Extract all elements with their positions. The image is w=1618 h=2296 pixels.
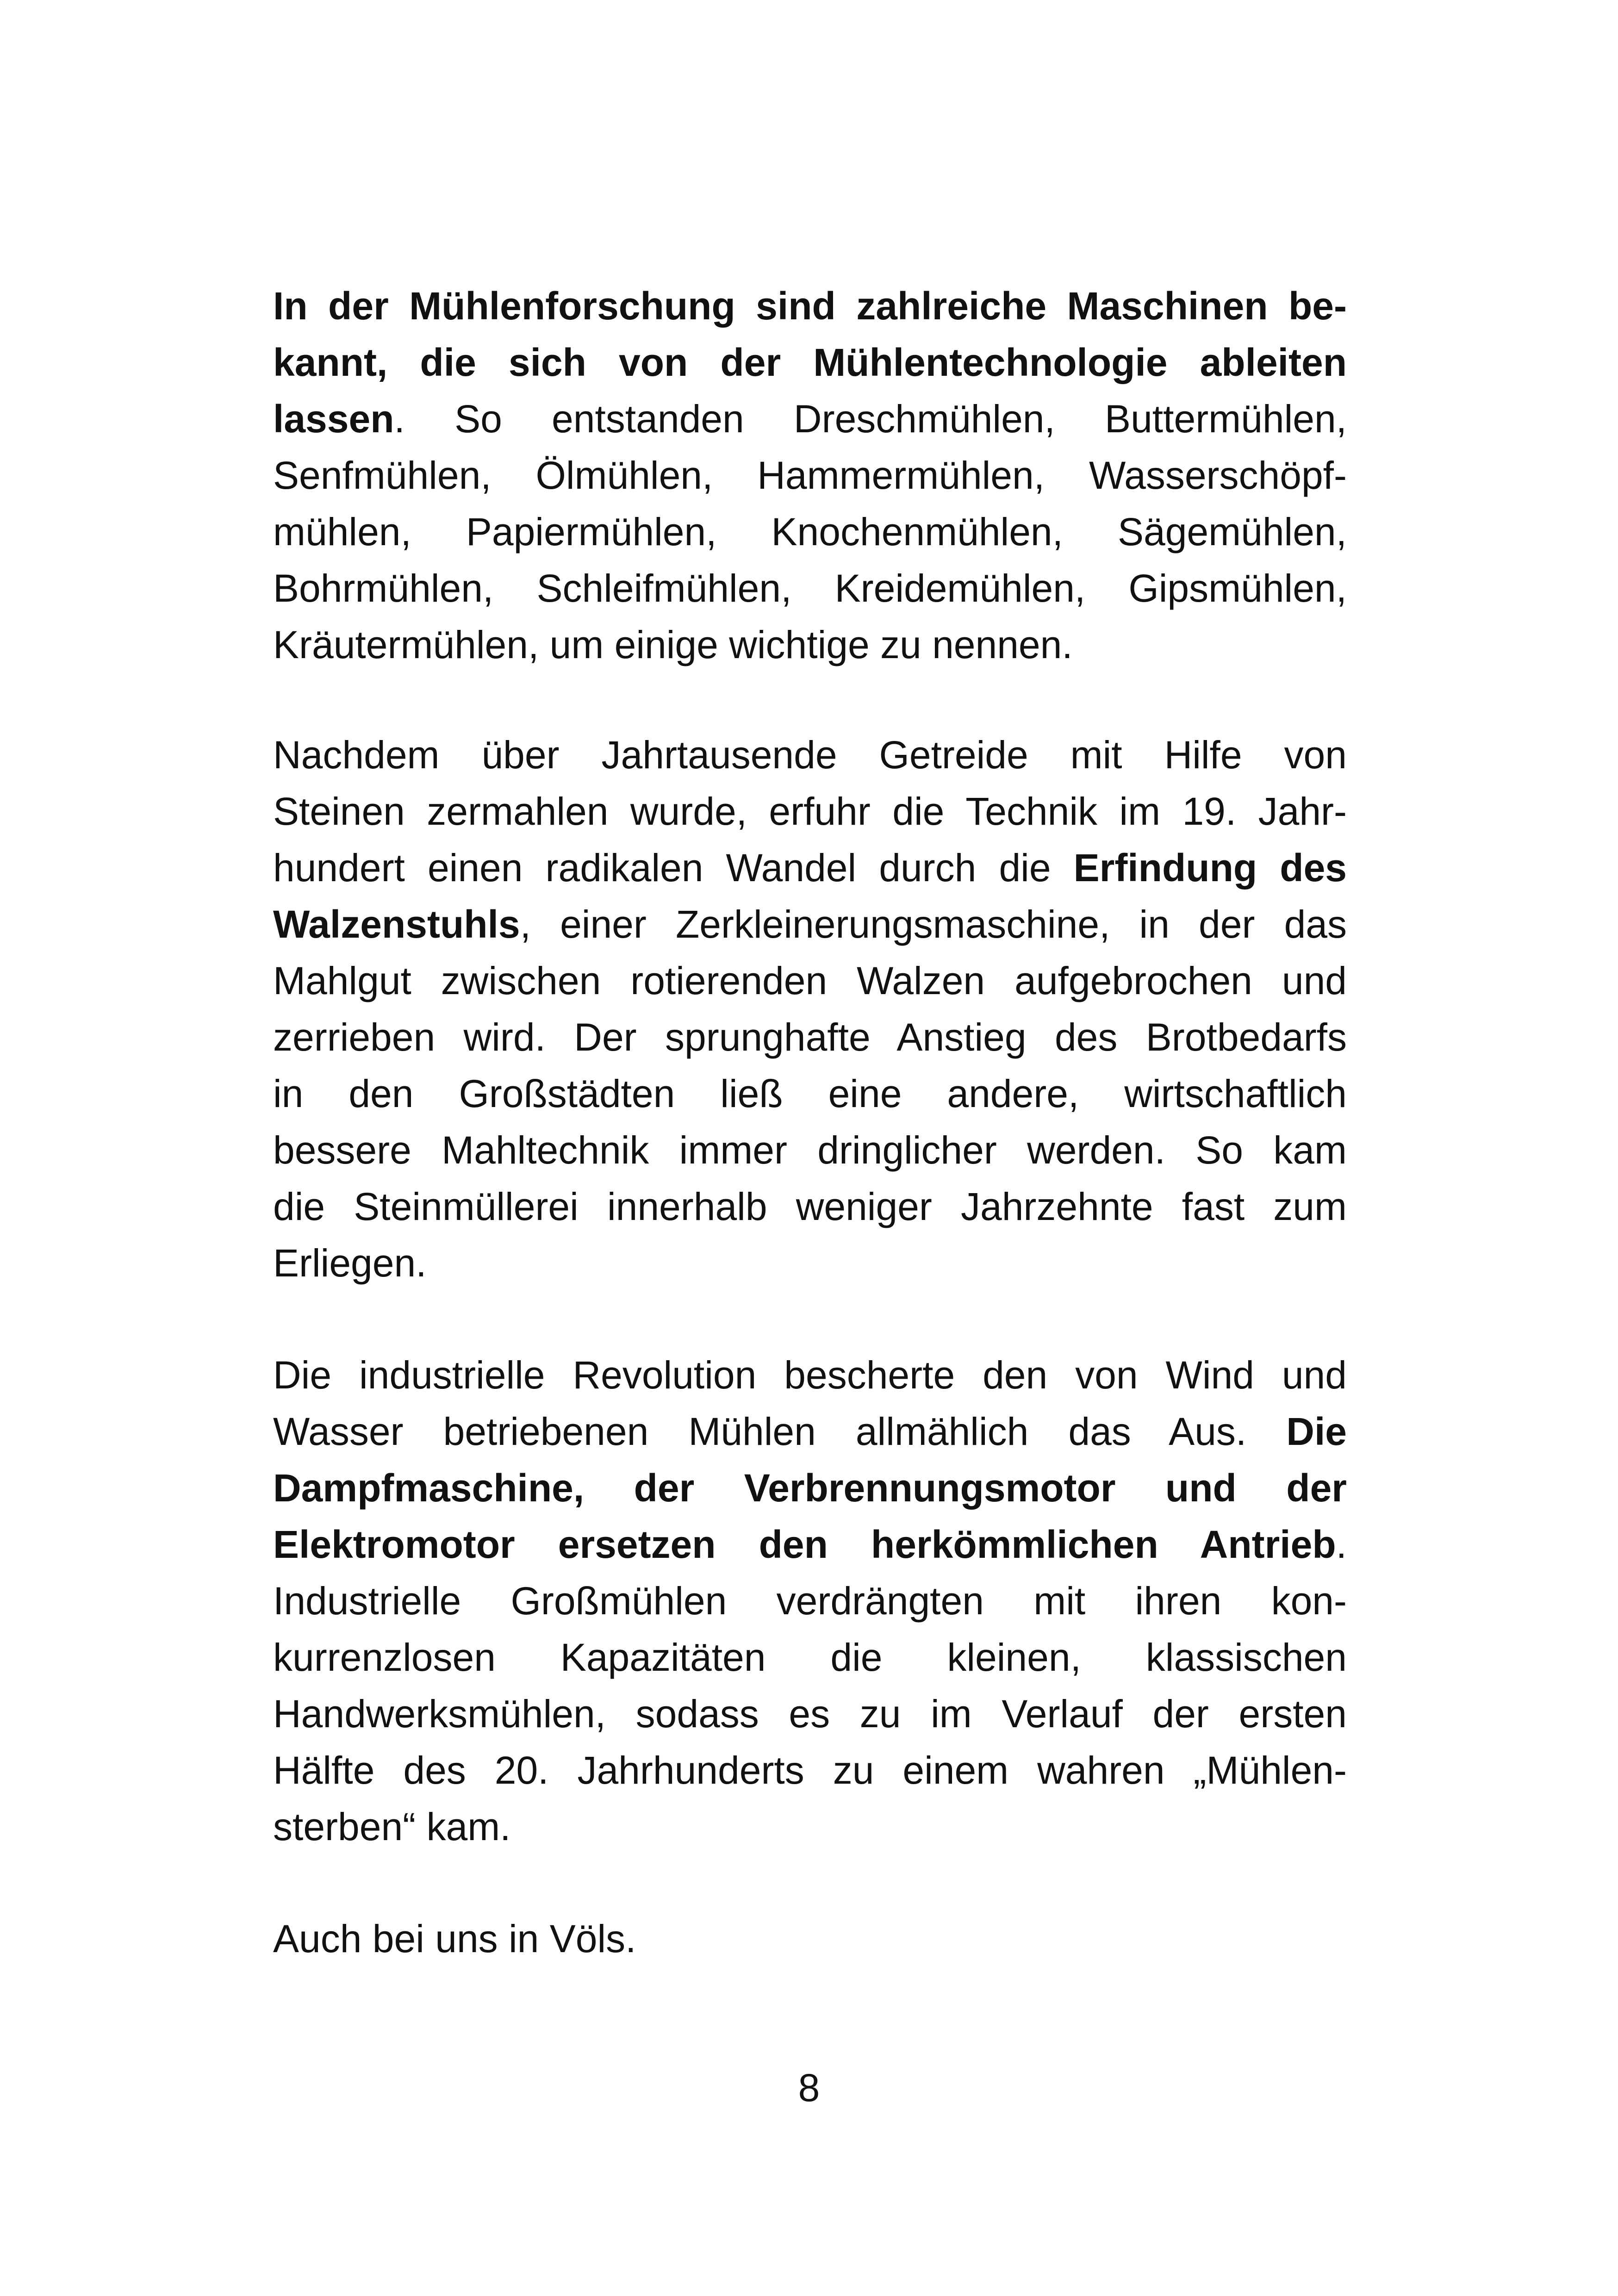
- bold-text-run: Walzenstuhls: [273, 902, 520, 946]
- text-run: Erliegen.: [273, 1241, 427, 1285]
- text-run: .: [1336, 1523, 1347, 1566]
- bold-text-run: In der Mühlenforschung sind zahlreiche Maschinen be-: [273, 284, 1347, 328]
- text-line: [273, 952, 1347, 1009]
- bold-text-run: lassen: [273, 397, 394, 441]
- text-line: [273, 1347, 1347, 1403]
- bold-text-run: Die: [1286, 1410, 1347, 1453]
- text-line: [273, 1573, 1347, 1629]
- bold-text-run: Dampfmaschine, der Verbrennungsmotor und der: [273, 1466, 1347, 1510]
- text-line: [273, 1742, 1347, 1798]
- text-run: sterben“ kam.: [273, 1805, 511, 1848]
- text-line: [273, 1178, 1347, 1235]
- paragraph-4: [273, 1910, 1347, 1967]
- text-run: Handwerksmühlen, sodass es zu im Verlauf der ersten: [273, 1692, 1347, 1736]
- text-line: [273, 616, 1347, 673]
- text-line: [273, 334, 1347, 391]
- text-run: Steinen zermahlen wurde, erfuhr die Technik im 19. Jahr-: [273, 790, 1347, 833]
- text-run: in den Großstädten ließ eine andere, wirtschaftlich: [273, 1072, 1347, 1115]
- text-line: [273, 391, 1347, 447]
- text-run: Wasser betriebenen Mühlen allmählich das Aus.: [273, 1410, 1287, 1453]
- text-line: [273, 1516, 1347, 1573]
- text-run: zerrieben wird. Der sprunghafte Anstieg des Brotbedarfs: [273, 1015, 1347, 1059]
- text-line: [273, 560, 1347, 616]
- text-run: bessere Mahltechnik immer dringlicher werden. So kam: [273, 1128, 1347, 1172]
- text-line: [273, 278, 1347, 334]
- text-line: [273, 447, 1347, 504]
- text-line: [273, 1122, 1347, 1178]
- paragraph-2: [273, 727, 1347, 1291]
- page-number: 8: [798, 2066, 820, 2109]
- bold-text-run: kannt, die sich von der Mühlentechnologie ableiten: [273, 341, 1347, 384]
- text-run: hundert einen radikalen Wandel durch die: [273, 846, 1074, 890]
- text-run: mühlen, Papiermühlen, Knochenmühlen, Sägemühlen,: [273, 510, 1347, 554]
- text-line: [273, 1065, 1347, 1122]
- text-line: [273, 840, 1347, 896]
- text-line: [273, 504, 1347, 560]
- text-line: [273, 727, 1347, 783]
- text-line: [273, 1009, 1347, 1065]
- text-line: [273, 896, 1347, 952]
- text-run: Kräutermühlen, um einige wichtige zu nennen.: [273, 623, 1073, 666]
- bold-text-run: Elektromotor ersetzen den herkömmlichen Antrieb: [273, 1523, 1336, 1566]
- text-line: [273, 1403, 1347, 1460]
- paragraph-1: [273, 278, 1347, 673]
- text-line: [273, 1910, 1347, 1967]
- text-run: Auch bei uns in Völs.: [273, 1917, 636, 1960]
- text-line: [273, 1629, 1347, 1686]
- text-line: [273, 783, 1347, 840]
- text-line: [273, 1798, 1347, 1855]
- text-line: [273, 1460, 1347, 1516]
- text-run: Senfmühlen, Ölmühlen, Hammermühlen, Wasserschöpf-: [273, 454, 1347, 497]
- text-run: Nachdem über Jahrtausende Getreide mit Hilfe von: [273, 733, 1347, 777]
- text-run: Die industrielle Revolution bescherte den von Wind und: [273, 1353, 1347, 1397]
- text-run: die Steinmüllerei innerhalb weniger Jahrzehnte fast zum: [273, 1185, 1347, 1228]
- bold-text-run: Erfindung des: [1073, 846, 1347, 890]
- text-line: [273, 1235, 1347, 1291]
- text-run: kurrenzlosen Kapazitäten die kleinen, klassischen: [273, 1636, 1347, 1679]
- text-run: Mahlgut zwischen rotierenden Walzen aufgebrochen und: [273, 959, 1347, 1002]
- text-run: Hälfte des 20. Jahrhunderts zu einem wahren „Mühlen-: [273, 1748, 1347, 1792]
- text-run: Bohrmühlen, Schleifmühlen, Kreidemühlen, Gipsmühlen,: [273, 566, 1347, 610]
- text-run: Industrielle Großmühlen verdrängten mit ihren kon-: [273, 1579, 1347, 1623]
- paragraph-3: [273, 1347, 1347, 1855]
- text-line: [273, 1686, 1347, 1742]
- text-run: . So entstanden Dreschmühlen, Buttermühlen,: [394, 397, 1347, 441]
- text-run: , einer Zerkleinerungsmaschine, in der das: [520, 902, 1347, 946]
